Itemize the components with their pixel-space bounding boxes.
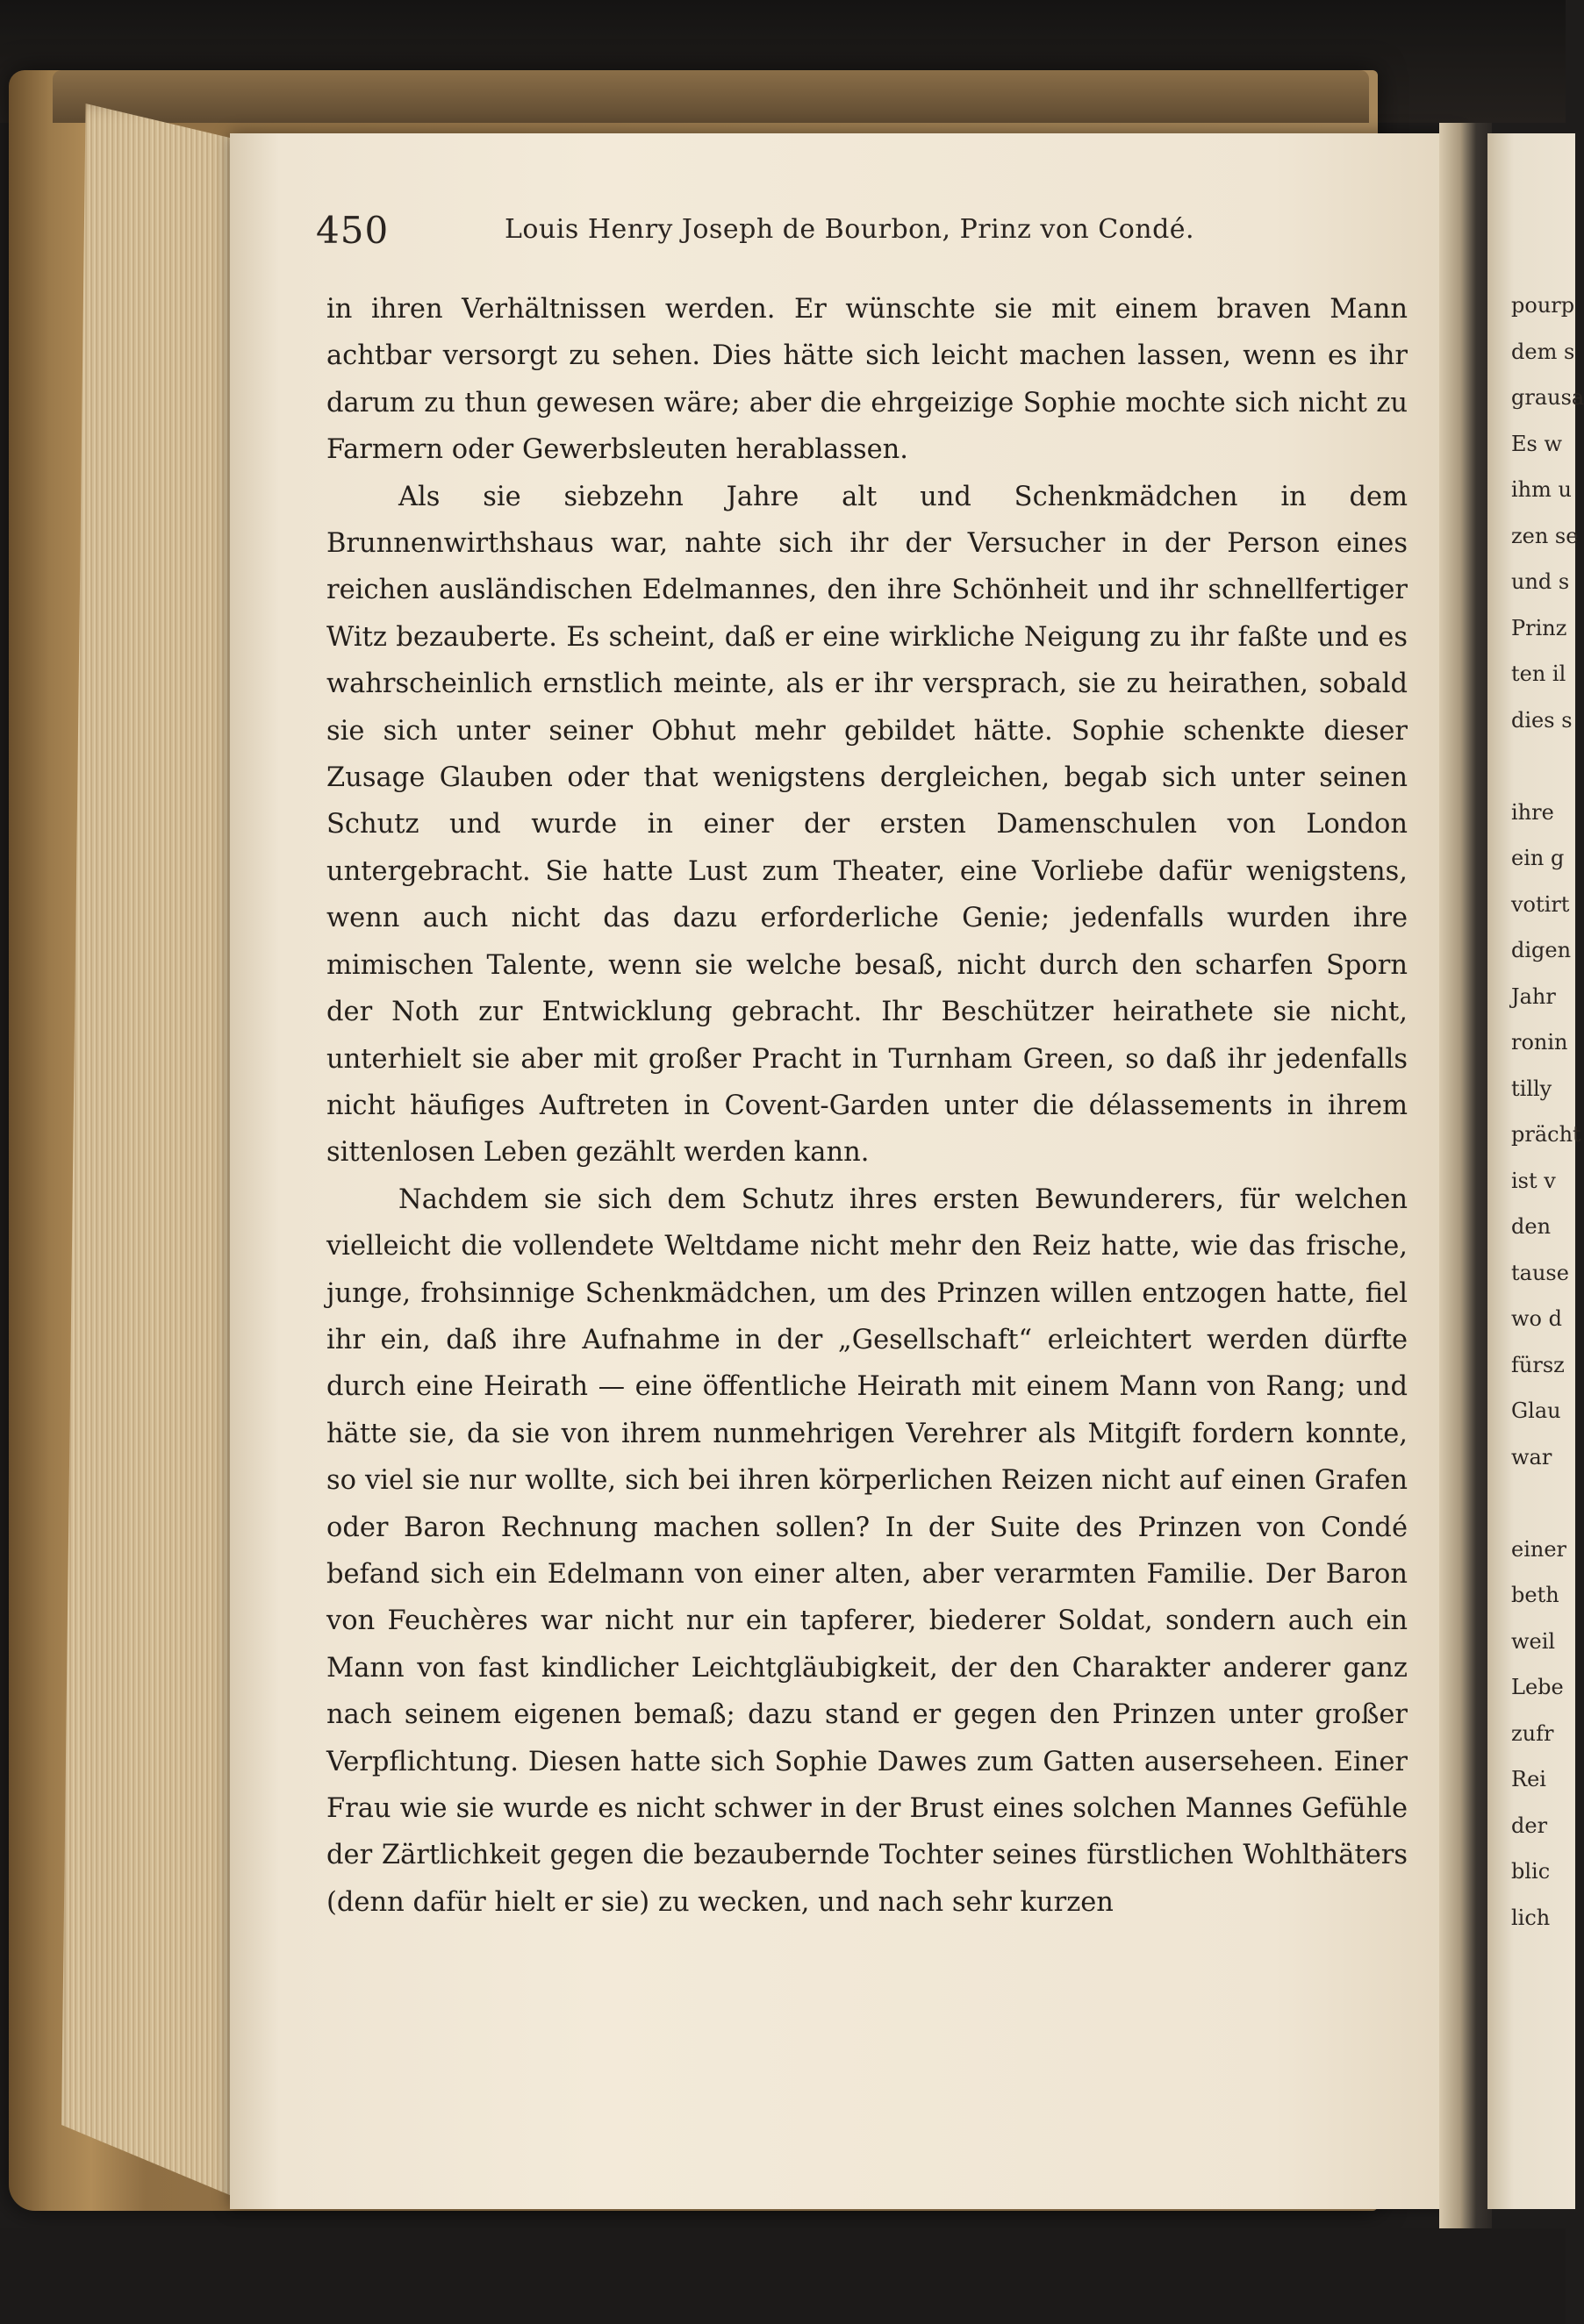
book-gutter [1439,123,1492,2228]
facing-line: ihm u [1511,477,1572,502]
facing-line: ronin [1511,1030,1568,1055]
facing-line: pourp [1511,293,1575,318]
running-head [316,209,1202,261]
book-cover-top-edge [53,70,1369,123]
facing-line: dies s [1511,707,1573,733]
facing-line: grausa [1511,385,1584,410]
paragraph-2: Als sie siebzehn Jahre alt und Schenkmädchen in dem Brunnenwirthshaus war, nahte sich ihr der Versucher in der Person eines reichen ausländischen Edelmannes, den ihre Schönheit und ihr schnellfertiger Witz bezauberte. Es scheint, daß er eine wirkliche Neigung zu ihr faßte und es wahrscheinlich ernstlich meinte, als er ihr versprach, sie zu heirathen, sobald sie sich unter seiner Obhut mehr gebildet hätte. Sophie schenkte dieser Zusage Glauben oder that wenigstens dergleichen, begab sich unter seinen Schutz und wurde in einer der ersten Damenschulen von London untergebracht. Sie hatte Lust zum Theater, eine Vorliebe dafür wenigstens, wenn auch nicht das dazu erforderliche Genie; jedenfalls wurden ihre mimischen Talente, wenn sie welche besaß, nicht durch den scharfen Sporn der Noth zur Entwicklung gebracht. Ihr Beschützer heirathete sie nicht, unterhielt sie aber mit großer Pracht in Turnham Green, so daß ihr jedenfalls nicht häufiges Auftreten in Covent-Garden unter die délassements in ihrem sittenlosen Leben gezählt werden kann. [326,481,1408,1169]
page-header-title: Louis Henry Joseph de Bourbon, Prinz von Condé. [505,214,1195,245]
facing-line: digen [1511,938,1572,962]
paragraph-1: in ihren Verhältnissen werden. Er wünschte sie mit einem braven Mann achtbar versorgt zu sehen. Dies hätte sich leicht machen lassen, wenn es ihr darum zu thun gewesen wäre; aber die ehrgeizige Sophie mochte sich nicht zu Farmern oder Gewerbsleuten herablassen. [326,294,1408,466]
facing-line: dem s [1511,339,1575,364]
facing-line: tilly [1511,1076,1552,1101]
facing-line: ein g [1511,846,1565,870]
facing-line: zufr [1511,1720,1554,1746]
facing-line [1511,1480,1573,1527]
facing-line: ten il [1511,661,1566,686]
facing-line: votirt [1511,891,1570,917]
facing-line: und s [1511,569,1570,594]
paragraph-3: Nachdem sie sich dem Schutz ihres ersten Bewunderers, für welchen vielleicht die vollendete Weltdame nicht mehr den Reiz hatte, wie das frische, junge, frohsinnige Schenkmädchen, um des Prinzen willen entzogen hatte, fiel ihr ein, daß ihre Aufnahme in der „Gesellschaft“ erleichtert werden dürfte durch eine Heirath — eine öffentliche Heirath mit einem Mann von Rang; und hätte sie, da sie von ihrem nunmehrigen Verehrer als Mitgift fordern konnte, so viel sie nur wollte, sich bei ihren körperlichen Reizen nicht auf einen Grafen oder Baron Rechnung machen sollen? In der Suite des Prinzen von Condé befand sich ein Edelmann von einer alten, aber verarmten Familie. Der Baron von Feuchères war nicht nur ein tapferer, biederer Soldat, sondern auch ein Mann von fast kindlicher Leichtgläubigkeit, der den Charakter anderer ganz nach seinem eigenen bemaß; dazu stand er gegen den Prinzen unter großer Verpflichtung. Diesen hatte sich Sophie Dawes zum Gatten auserseheen. Einer Frau wie sie wurde es nicht schwer in der Brust eines solchen Mannes Gefühle der Zärtlichkeit gegen die bezaubernde Tochter seines fürstlichen Wohlthäters (denn dafür hielt er sie) zu wecken, und nach sehr kurzen [326,1183,1408,1918]
facing-line: fürsz [1511,1352,1565,1377]
facing-line: ihre [1511,799,1554,825]
facing-line: weil [1511,1628,1556,1654]
facing-line: ist v [1511,1168,1556,1193]
facing-line: einer [1511,1536,1567,1562]
dark-background-bottom [0,2228,1566,2324]
facing-line: prächt [1511,1122,1581,1147]
facing-line: tause [1511,1260,1569,1285]
facing-line: Jahr [1511,983,1556,1009]
facing-line: lich [1511,1905,1551,1930]
facing-line: beth [1511,1583,1559,1607]
facing-line: blic [1511,1859,1551,1884]
facing-line: wo d [1511,1306,1562,1331]
facing-line: Rei [1511,1767,1546,1791]
facing-line [1511,743,1573,790]
facing-line: zen se [1511,523,1579,548]
facing-line: den [1511,1214,1552,1239]
facing-line: der [1511,1813,1548,1838]
facing-page-text [1511,282,1584,1941]
facing-line: Lebe [1511,1675,1564,1699]
page-number: 450 [316,209,390,252]
facing-line: war [1511,1444,1552,1469]
facing-line: Glau [1511,1398,1561,1423]
page-body-text [326,286,1408,1926]
facing-line: Prinz [1511,615,1567,640]
facing-line: Es w [1511,431,1563,456]
